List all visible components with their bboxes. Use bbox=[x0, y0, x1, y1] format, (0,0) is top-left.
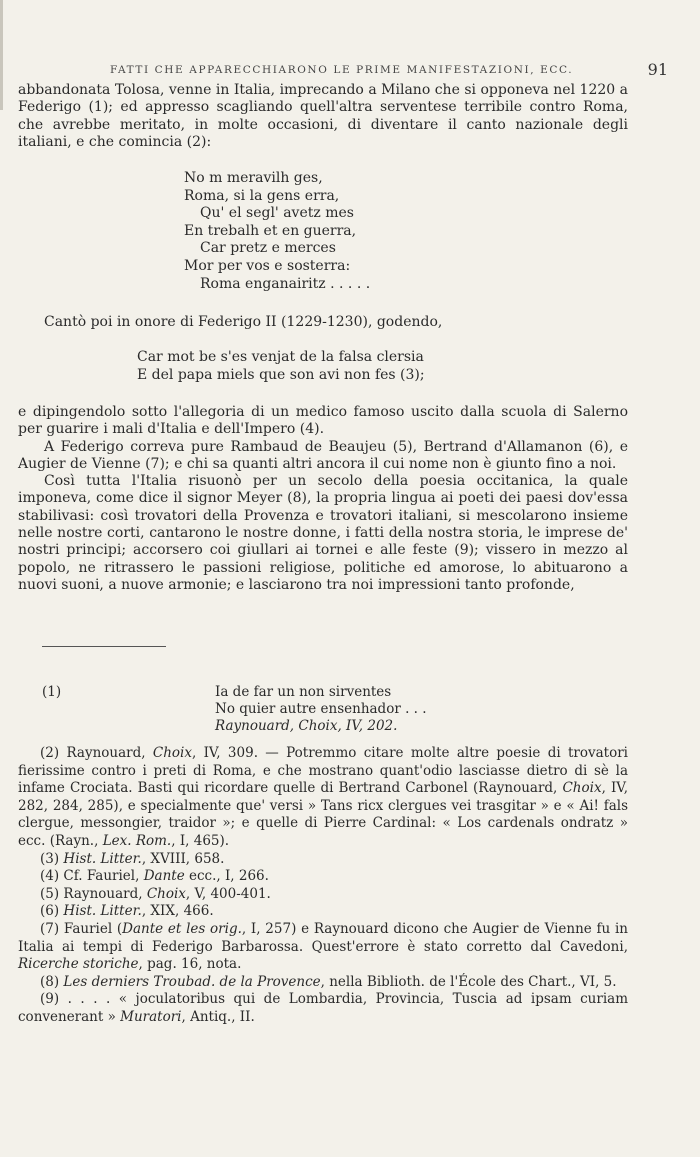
canto-line: Cantò poi in onore di Federigo II (1229-1230), godendo, bbox=[44, 314, 443, 330]
poem-line: Qu' el segl' avetz mes bbox=[200, 205, 354, 222]
page-number: 91 bbox=[647, 60, 668, 79]
footnote-6: (6) Hist. Litter., XIX, 466. bbox=[40, 903, 214, 920]
paragraph: e dipingendolo sotto l'allegoria di un medico famoso uscito dalla scuola di Salerno per guarire i mali d'Italia e dell'Impero (4). bbox=[18, 404, 628, 438]
footnote-7: (7) Fauriel (Dante et les orig., I, 257) e Raynouard dicono che Augier de Vienne fu in Italia ai tempi di Federigo Barbarossa. Quest'errore è stato corretto dal Cavedoni, Ricerche storiche, pag. 16, nota. bbox=[18, 920, 628, 973]
citation-text: Raynouard, Choix, IV, 202. bbox=[215, 718, 398, 734]
footnote-divider bbox=[42, 646, 166, 647]
poem-line: Roma, si la gens erra, bbox=[184, 187, 340, 204]
paragraph: Così tutta l'Italia risuonò per un secolo della poesia occitanica, la quale imponeva, come dice il signor Meyer (8), la propria lingua ai poeti dei paesi dov'essa stabilivasi: così trovatori della Provenza e trovatori italiani, si mescolarono insieme nelle nostre corti, cantarono le nostre donne, i fatti della nostra storia, le imprese de' nostri principi; accorsero coi giullari ai tornei e alle feste (9); vissero in mezzo al popolo, ne ritrassero le passioni religiose, politiche ed amorose, lo abituarono a nuovi suoni, a nuove armonie; e lasciarono tra noi impressioni tanto profonde, bbox=[18, 473, 628, 593]
footnote-5: (5) Raynouard, Choix, V, 400-401. bbox=[40, 885, 271, 902]
poem-line: Mor per vos e sosterra: bbox=[184, 257, 351, 274]
footnote-3: (3) Hist. Litter., XVIII, 658. bbox=[40, 850, 225, 867]
poem-citation bbox=[215, 718, 427, 735]
poem-line: Car pretz e merces bbox=[200, 240, 336, 257]
footnotes bbox=[18, 745, 628, 1027]
running-head: FATTI CHE APPARECCHIARONO LE PRIME MANIFESTAZIONI, ECC. bbox=[110, 64, 574, 76]
footnote-8: (8) Les derniers Troubad. de la Provence, nella Biblioth. de l'École des Chart., VI, 5. bbox=[40, 973, 617, 990]
poem-federigo bbox=[137, 349, 425, 384]
text-block-main bbox=[18, 404, 628, 594]
poem-roma bbox=[184, 170, 370, 293]
poem-line: Car mot be s'es venjat de la falsa clersia bbox=[137, 349, 424, 365]
poem-line: Roma enganairitz . . . . . bbox=[200, 275, 371, 292]
poem-line: Ia de far un non sirventes bbox=[215, 684, 392, 700]
text-block-top bbox=[18, 82, 628, 151]
page-header bbox=[18, 58, 668, 80]
poem-line: E del papa miels que son avi non fes (3); bbox=[137, 366, 425, 383]
footnote-2: (2) Raynouard, Choix, IV, 309. — Potremmo citare molte altre poesie di trovatori fierissime contro i preti di Roma, e che mostrano quant'odio lasciasse dietro di sè la infame Crociata. Basti qui ricordare quelle di Bertrand Carbonel (Raynouard, Choix, IV, 282, 284, 285), e specialmente que' versi » Tans ricx clergues vei trasgitar » e « Ai! fals clergue, messongier, traidor »; e quelle di Pierre Cardinal: « Los cardenals ondratz » ecc. (Rayn., Lex. Rom., I, 465). bbox=[18, 745, 628, 849]
footnote-1-verse bbox=[215, 684, 427, 735]
footnote-4: (4) Cf. Fauriel, Dante ecc., I, 266. bbox=[40, 868, 269, 885]
page-edge bbox=[0, 0, 3, 110]
footnote-9: (9) . . . . « joculatoribus qui de Lombardia, Provincia, Tuscia ad ipsam curiam convenerant » Muratori, Antiq., II. bbox=[18, 991, 628, 1025]
paragraph: A Federigo correva pure Rambaud de Beaujeu (5), Bertrand d'Allamanon (6), e Augier de Vienne (7); e chi sa quanti altri ancora il cui nome non è giunto fino a noi. bbox=[18, 438, 628, 472]
paragraph: abbandonata Tolosa, venne in Italia, imprecando a Milano che si opponeva nel 1220 a Federigo (1); ed appresso scagliando quell'altra serventese terribile contro Roma, che avrebbe meritato, in molte occasioni, di diventare il canto nazionale degli italiani, e che comincia (2): bbox=[18, 82, 628, 150]
poem-line: No m meravilh ges, bbox=[184, 170, 323, 186]
footnote-1-number: (1) bbox=[42, 684, 62, 700]
poem-line: En trebalh et en guerra, bbox=[184, 222, 357, 239]
poem-line: No quier autre ensenhador . . . bbox=[215, 701, 427, 717]
